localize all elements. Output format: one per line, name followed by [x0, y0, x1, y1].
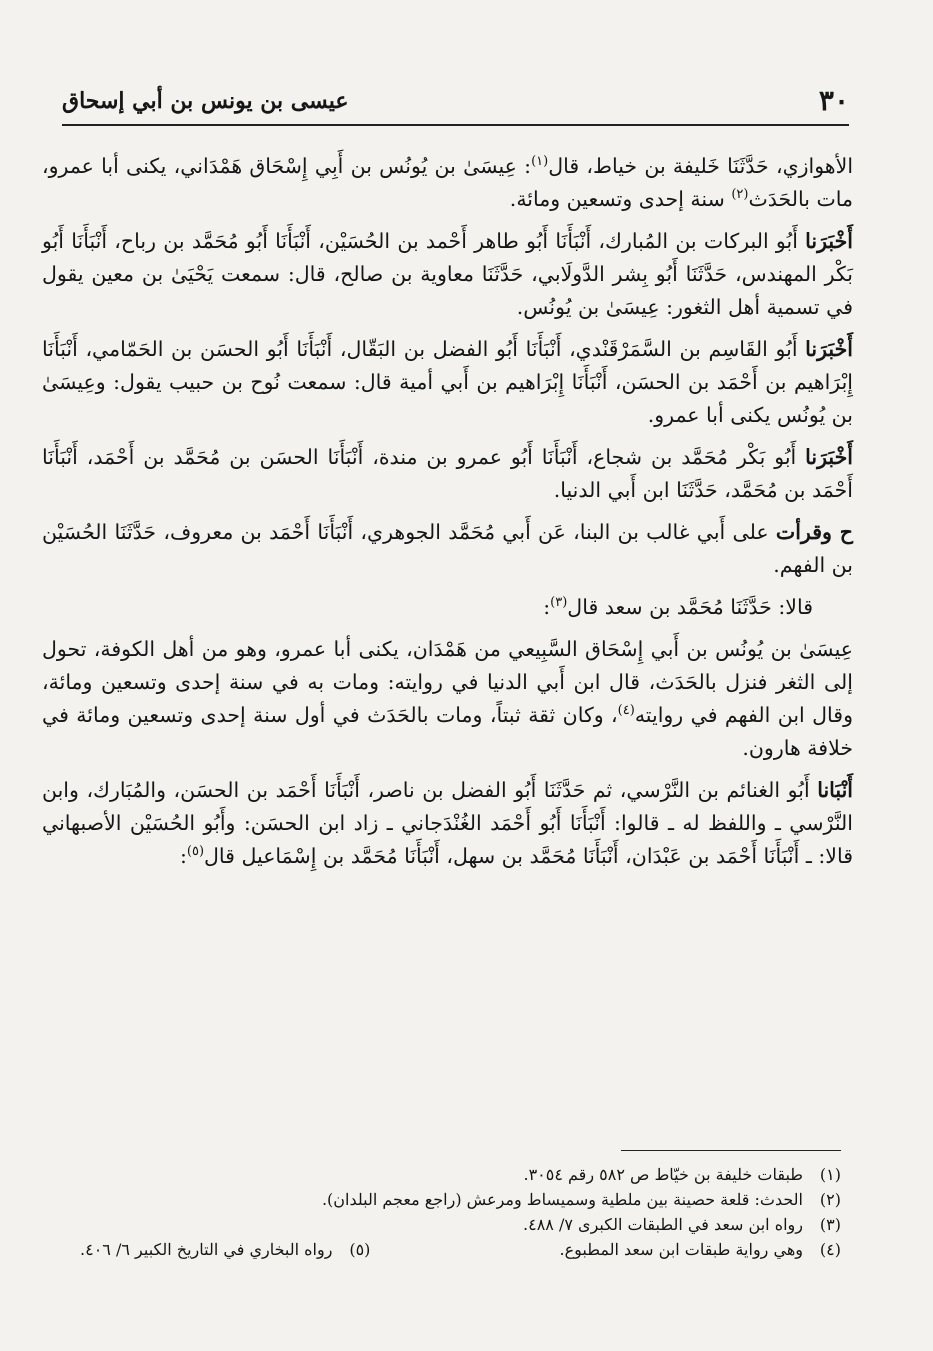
footnote-number: (٢)	[819, 1190, 841, 1209]
footnote-number: (٤)	[819, 1240, 841, 1259]
footnote-1	[80, 1162, 841, 1187]
paragraph-6: قالا: حَدَّثَنَا مُحَمَّد بن سعد قال$^{(٣)}$:	[543, 595, 813, 619]
paragraph-5: ح وقرأت على أَبي غالب بن البنا، عَن أَبي مُحَمَّد الجوهري، أَنْبَأَنَا أَحْمَد بن معروف، حَدَّثَنَا الحُسَيْن بن الفهم.	[42, 520, 854, 577]
main-text	[42, 150, 853, 882]
footnote-4	[560, 1237, 841, 1262]
paragraph-4: أَخْبَرَنا أَبُو بَكْر مُحَمَّد بن شجاع، أَنْبَأَنَا أَبُو عمرو بن مندة، أَنْبَأَنَا الحسَن بن مُحَمَّد بن أَحْمَد، أَنْبَأَنَا أَحْمَد بن مُحَمَّد، حَدَّثَنَا ابن أَبي الدنيا.	[42, 445, 853, 502]
paragraph-8: أَنْبَانا أَبُو الغنائم بن النَّرْسي، ثم حَدَّثَنَا أَبُو الفضل بن ناصر، أَنْبَأَنَا أَحْمَد بن الحسَن، والمُبَارك، وابن النَّرْسي ـ واللفظ له ـ قالوا: أَنْبَأَنَا أَبُو أَحْمَد الغُنْدَجاني ـ زاد ابن الحسَن: وأَبُو الحُسَيْن الأصبهاني قالا: ـ أَنْبَأَنَا أَحْمَد بن عَبْدَان، أَنْبَأَنَا مُحَمَّد بن سهل، أَنْبَأَنَا مُحَمَّد بن إِسْمَاعيل قال$^{(٥)}$:	[42, 778, 853, 868]
footnote-number: (١)	[819, 1165, 841, 1184]
running-title: عيسى بن يونس بن أبي إسحاق	[62, 88, 349, 114]
footnote-mark-5: (٥)	[186, 844, 205, 860]
paragraph-2: أَخْبَرَنا أَبُو البركات بن المُبارك، أَنْبَأَنَا أَبُو طاهر أَحْمد بن الحُسَيْن، أَنْبَأَنَا أَبُو مُحَمَّد بن رباح، أَنْبَأَنَا أَبُو بَكْر المهندس، حَدَّثَنَا أَبُو بِشر الدَّولَابي، حَدَّثَنَا معاوية بن صالح، قال: سمعت يَحْيَىٰ بن معين يقول في تسمية أهل الثغور: عِيسَىٰ بن يُونُس.	[42, 229, 853, 319]
page-number: ٣٠	[818, 84, 849, 117]
paragraph-lead: ح وقرأت	[775, 520, 854, 544]
footnote-mark-2: (٢)	[731, 187, 749, 203]
footnote-mark-3: (٣)	[550, 595, 568, 611]
paragraph-lead: أَخْبَرَنا	[805, 229, 853, 253]
footnote-3	[80, 1212, 841, 1237]
footnotes	[80, 1162, 841, 1262]
footnote-text: رواه البخاري في التاريخ الكبير ٦/ ٤٠٦.	[80, 1240, 333, 1259]
footnote-text: رواه ابن سعد في الطبقات الكبرى ٧/ ٤٨٨.	[523, 1215, 803, 1234]
footnote-text: الحدث: قلعة حصينة بين ملطية وسميساط ومرعش (راجع معجم البلدان).	[321, 1190, 803, 1209]
footnote-mark-1: (١)	[531, 154, 549, 170]
footnote-text: طبقات خليفة بن خيّاط ص ٥٨٢ رقم ٣٠٥٤.	[523, 1165, 803, 1184]
paragraph-7: عِيسَىٰ بن يُونُس بن أَبي إِسْحَاق السَّبِيعي من هَمْدَان، يكنى أبا عمرو، وهو من أهل الكوفة، تحول إلى الثغر فنزل بالحَدَث، قال ابن أَبي الدنيا في روايته: ومات به في سنة إحدى وتسعين ومائة، وقال ابن الفهم في روايته$^{(٤)}$، وكان ثقة ثبتاً، ومات بالحَدَث في أول سنة إحدى وتسعين ومائة في خلافة هارون.	[42, 637, 853, 760]
paragraph-1: الأهوازي، حَدَّثَنَا خَليفة بن خياط، قال$^{(١)}$: عِيسَىٰ بن يُونُس بن أَبِي إِسْحَاق هَمْدَاني، يكنى أبا عمرو، مات بالحَدَث$^{(٢)}$ سنة إحدى وتسعين ومائة.	[42, 154, 854, 211]
footnote-text: وهي رواية طبقات ابن سعد المطبوع.	[559, 1240, 803, 1259]
footnote-5	[80, 1237, 370, 1262]
page-header	[62, 82, 849, 126]
paragraph-3: أَخْبَرَنا أَبُو القَاسِم بن السَّمَرْقَنْدي، أَنْبَأَنَا أَبُو الفضل بن البَقّال، أَنْبَأَنَا أَبُو الحسَن بن الحَمّامي، أَنْبَأَنَا إِبْرَاهيم بن أَحْمَد بن الحسَن، أَنْبَأَنَا إِبْرَاهيم بن أَبي أمية قال: سمعت نُوح بن حبيب يقول: وعِيسَىٰ بن يُونُس يكنى أبا عمرو.	[42, 337, 853, 427]
footnote-row	[80, 1237, 841, 1262]
footnote-divider	[621, 1150, 841, 1151]
footnote-number: (٣)	[819, 1215, 841, 1234]
footnote-mark-4: (٤)	[617, 703, 635, 719]
paragraph-lead: أَخْبَرَنا	[805, 445, 853, 469]
footnote-2	[80, 1187, 841, 1212]
paragraph-lead: أَنْبَانا	[817, 778, 853, 802]
footnote-number: (٥)	[349, 1240, 371, 1259]
paragraph-lead: أَخْبَرَنا	[805, 337, 853, 361]
